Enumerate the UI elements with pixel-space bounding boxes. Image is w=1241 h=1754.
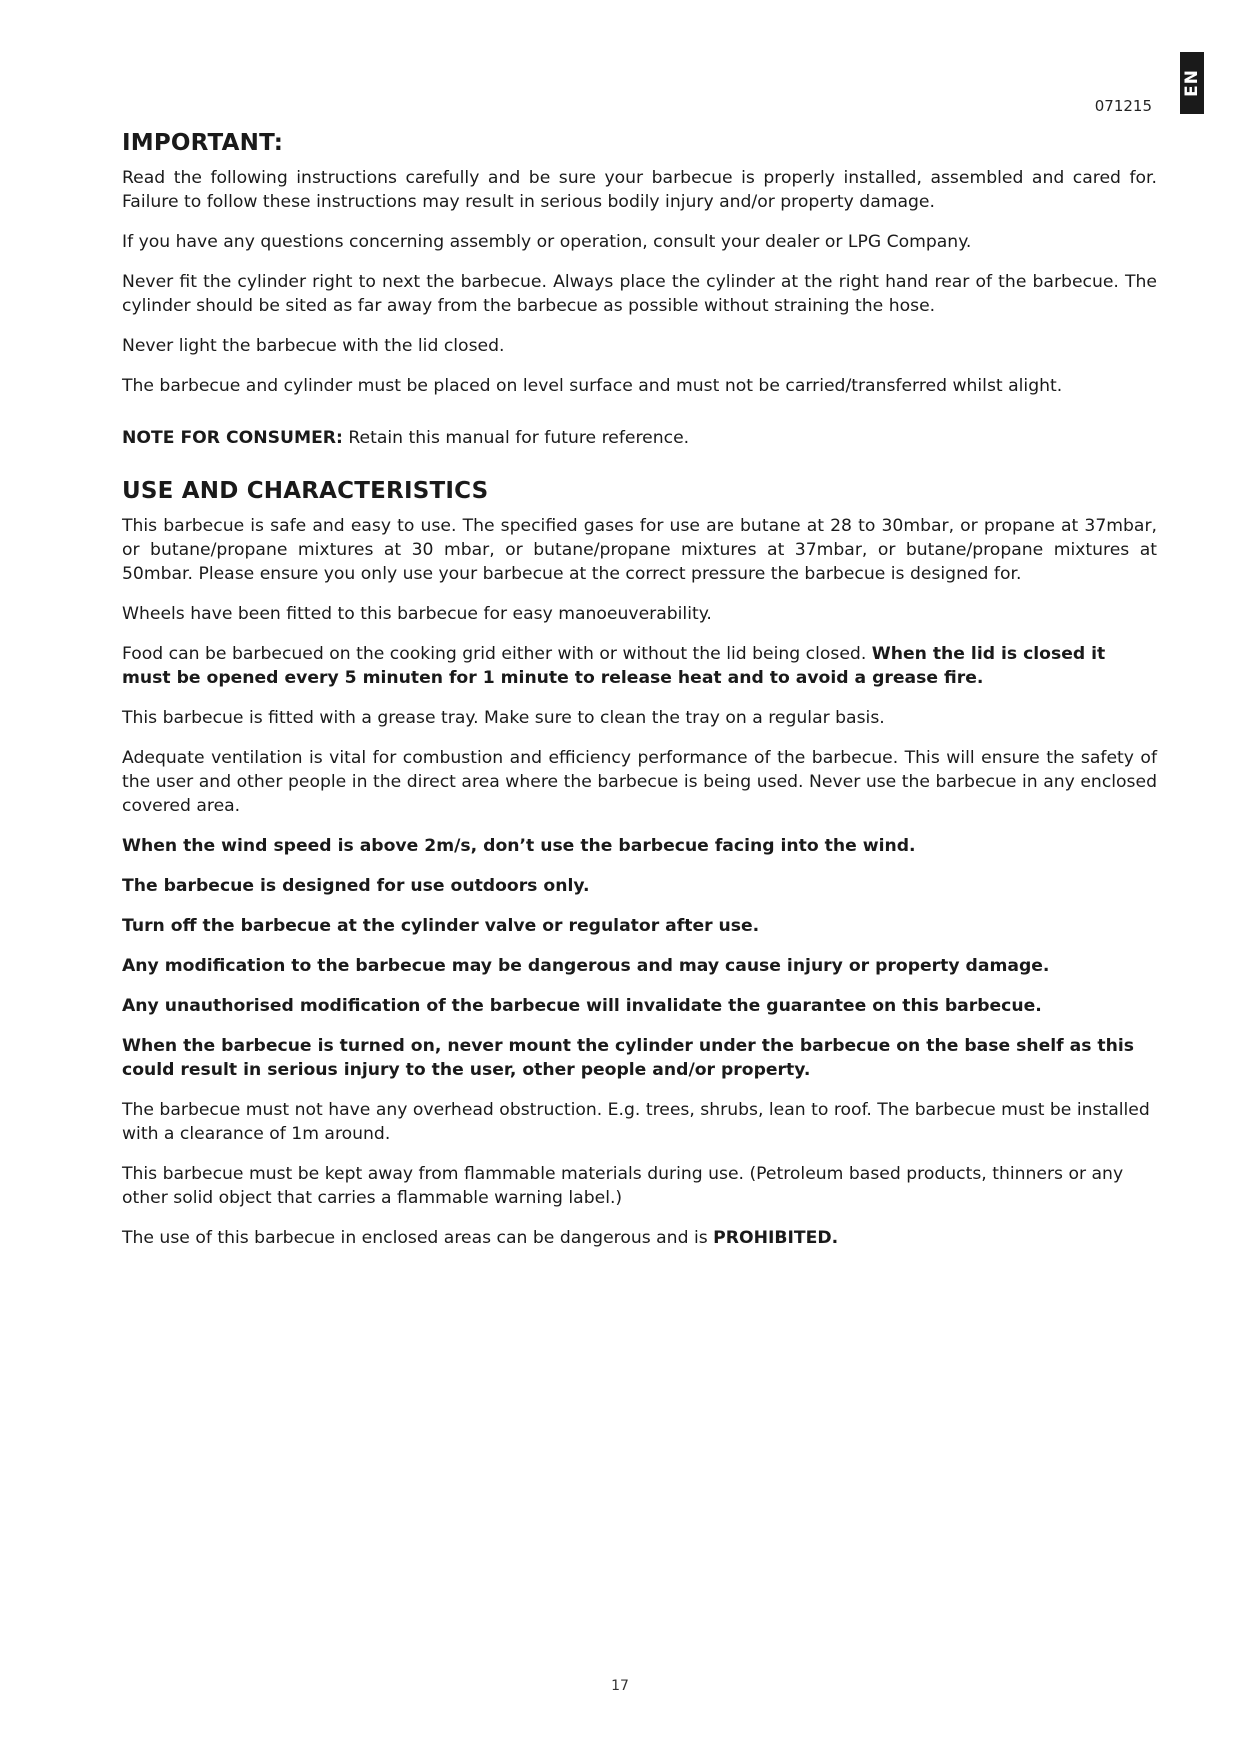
document-code: 071215 — [1094, 97, 1152, 115]
warning-outdoors: The barbecue is designed for use outdoors only. — [122, 876, 590, 896]
use-characteristics-heading: USE AND CHARACTERISTICS — [122, 478, 489, 504]
use-paragraph-6: The barbecue must not have any overhead obstruction. E.g. trees, shrubs, lean to roof. The barbecue must be installed with a clearance of 1m around. — [122, 1100, 1150, 1144]
language-label: EN — [1182, 69, 1202, 97]
warning-guarantee: Any unauthorised modification of the barbecue will invalidate the guarantee on this barbecue. — [122, 996, 1042, 1016]
important-paragraph-3: Never fit the cylinder right to next the barbecue. Always place the cylinder at the right hand rear of the barbecue. The cylinder should be sited as far away from the barbecue as possible without straining the hose. — [122, 272, 1157, 316]
page-content — [122, 130, 1157, 1266]
language-tab — [1180, 52, 1204, 114]
important-paragraph-4: Never light the barbecue with the lid closed. — [122, 336, 505, 356]
lid-text: Food can be barbecued on the cooking grid either with or without the lid being closed. — [122, 644, 872, 664]
use-paragraph-1: This barbecue is safe and easy to use. The specified gases for use are butane at 28 to 30mbar, or propane at 37mbar, or butane/propane mixtures at 30 mbar, or butane/propane mixtures at 37mbar, or butane/propane mixtures at 50mbar. Please ensure you only use your barbecue at the correct pressure the barbecue is designed for. — [122, 516, 1157, 584]
important-paragraph-5: The barbecue and cylinder must be placed on level surface and must not be carried/transferred whilst alight. — [122, 376, 1063, 396]
use-paragraph-7: This barbecue must be kept away from flammable materials during use. (Petroleum based products, thinners or any other solid object that carries a flammable warning label.) — [122, 1164, 1124, 1208]
consumer-note-label: NOTE FOR CONSUMER: — [122, 428, 343, 448]
use-paragraph-8 — [122, 1226, 1157, 1250]
lid-warning: When the lid is closed it must be opened every 5 minuten for 1 minute to release heat and to avoid a grease fire. — [122, 644, 1106, 688]
use-paragraph-5: Adequate ventilation is vital for combustion and efficiency performance of the barbecue. This will ensure the safety of the user and other people in the direct area where the barbecue is being used. Never use the barbecue in any enclosed covered area. — [122, 748, 1157, 816]
enclosed-text: The use of this barbecue in enclosed areas can be dangerous and is — [122, 1228, 714, 1248]
use-paragraph-4: This barbecue is fitted with a grease tray. Make sure to clean the tray on a regular basis. — [122, 708, 885, 728]
important-paragraph-2: If you have any questions concerning assembly or operation, consult your dealer or LPG Company. — [122, 232, 972, 252]
use-paragraph-2: Wheels have been fitted to this barbecue for easy manoeuverability. — [122, 604, 712, 624]
warning-modification: Any modification to the barbecue may be dangerous and may cause injury or property damage. — [122, 956, 1050, 976]
consumer-note — [122, 426, 1157, 450]
warning-cylinder-mount: When the barbecue is turned on, never mount the cylinder under the barbecue on the base shelf as this could result in serious injury to the user, other people and/or property. — [122, 1036, 1135, 1080]
prohibited-label: PROHIBITED. — [713, 1228, 839, 1248]
important-paragraph-1: Read the following instructions carefully and be sure your barbecue is properly installed, assembled and cared for. Failure to follow these instructions may result in serious bodily injury and/or property damage. — [122, 168, 1157, 212]
warning-wind: When the wind speed is above 2m/s, don’t use the barbecue facing into the wind. — [122, 836, 916, 856]
warning-turn-off: Turn off the barbecue at the cylinder valve or regulator after use. — [122, 916, 760, 936]
use-paragraph-3 — [122, 642, 1157, 690]
consumer-note-text: Retain this manual for future reference. — [342, 428, 690, 448]
page-number: 17 — [611, 1678, 629, 1694]
important-heading: IMPORTANT: — [122, 130, 284, 156]
